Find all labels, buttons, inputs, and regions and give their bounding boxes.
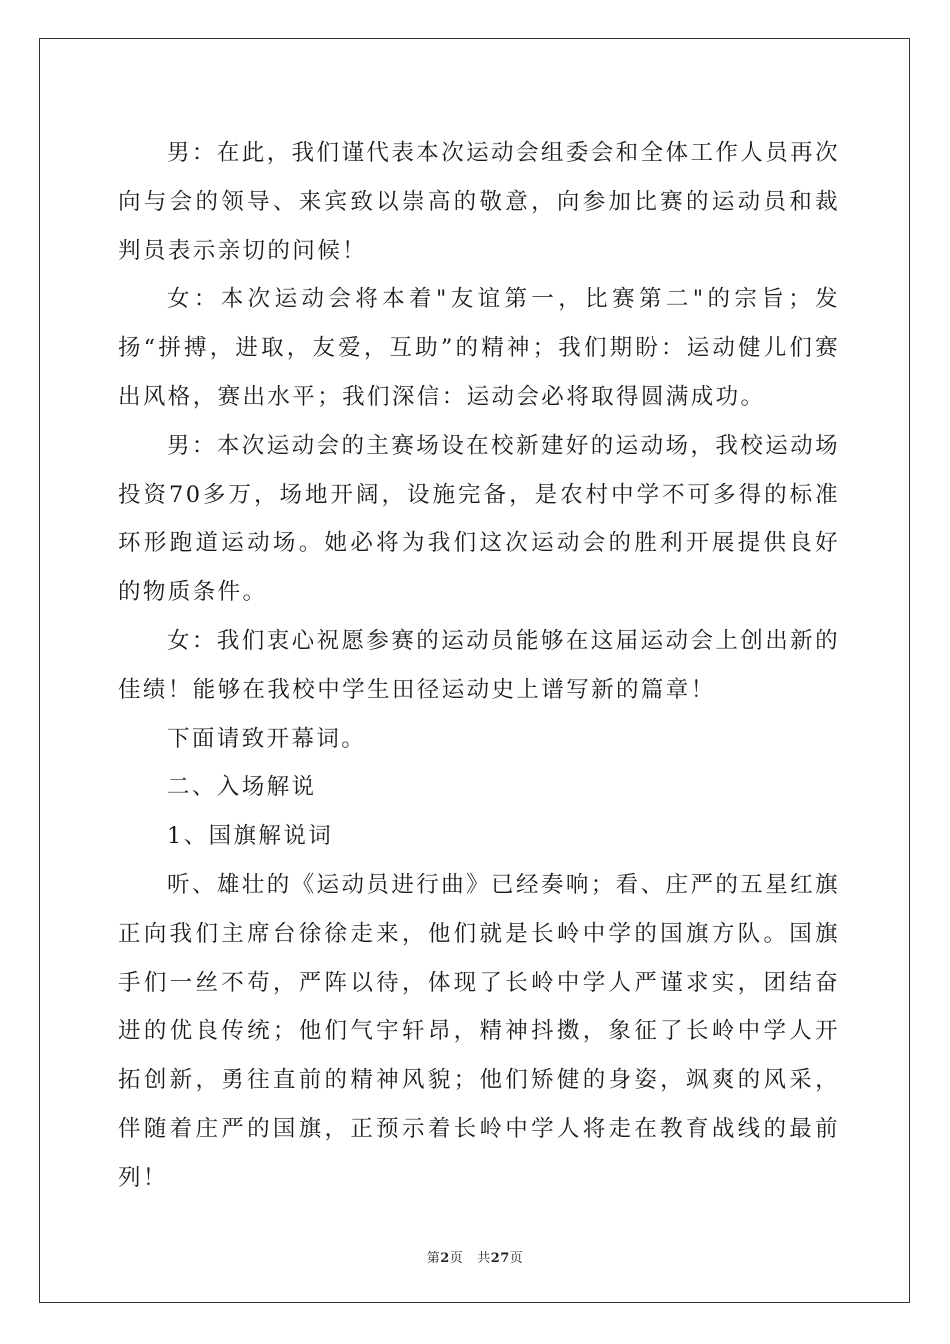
- paragraph-flag-commentary: 听、雄壮的《运动员进行曲》已经奏响；看、庄严的五星红旗正向我们主席台徐徐走来，他们就是长岭中学的国旗方队。国旗手们一丝不苟，严阵以待，体现了长岭中学人严谨求实，团结奋进的优良传统；他们气宇轩昂，精神抖擞，象征了长岭中学人开拓创新，勇往直前的精神风貌；他们矫健的身姿，飒爽的风采，伴随着庄严的国旗，正预示着长岭中学人将走在教育战线的最前列！: [118, 871, 840, 1191]
- footer-page-word: 页: [449, 1251, 464, 1266]
- paragraph-opening-speech: 下面请致开幕词。: [167, 725, 367, 752]
- page-footer: [0, 1247, 950, 1266]
- total-page-count: 27: [490, 1251, 510, 1266]
- footer-total-suffix: 页: [509, 1251, 524, 1266]
- paragraph-female-motto: 女：本次运动会将本着"友谊第一，比赛第二"的宗旨；发扬“拼搏，进取，友爱，互助”的精神；我们期盼：运动健儿们赛出风格，赛出水平；我们深信：运动会必将取得圆满成功。: [118, 286, 840, 410]
- paragraph-male-venue: 男：本次运动会的主赛场设在校新建好的运动场，我校运动场投资70多万，场地开阔，设施完备，是农村中学不可多得的标准环形跑道运动场。她必将为我们这次运动会的胜利开展提供良好的物质条件。: [118, 432, 840, 606]
- document-body: [118, 129, 840, 1203]
- section-heading-entrance: 二、入场解说: [167, 774, 317, 801]
- current-page-number: 2: [440, 1251, 450, 1266]
- footer-total-prefix: 共: [477, 1251, 491, 1266]
- paragraph-female-wishes: 女：我们衷心祝愿参赛的运动员能够在这届运动会上创出新的佳绩！能够在我校中学生田径运动史上谱写新的篇章！: [118, 627, 840, 703]
- paragraph-male-greeting: 男：在此，我们谨代表本次运动会组委会和全体工作人员再次向与会的领导、来宾致以崇高的敬意，向参加比赛的运动员和裁判员表示亲切的问候！: [118, 140, 840, 264]
- footer-prefix: 第: [426, 1251, 441, 1266]
- subsection-heading-flag: 1、国旗解说词: [167, 823, 334, 850]
